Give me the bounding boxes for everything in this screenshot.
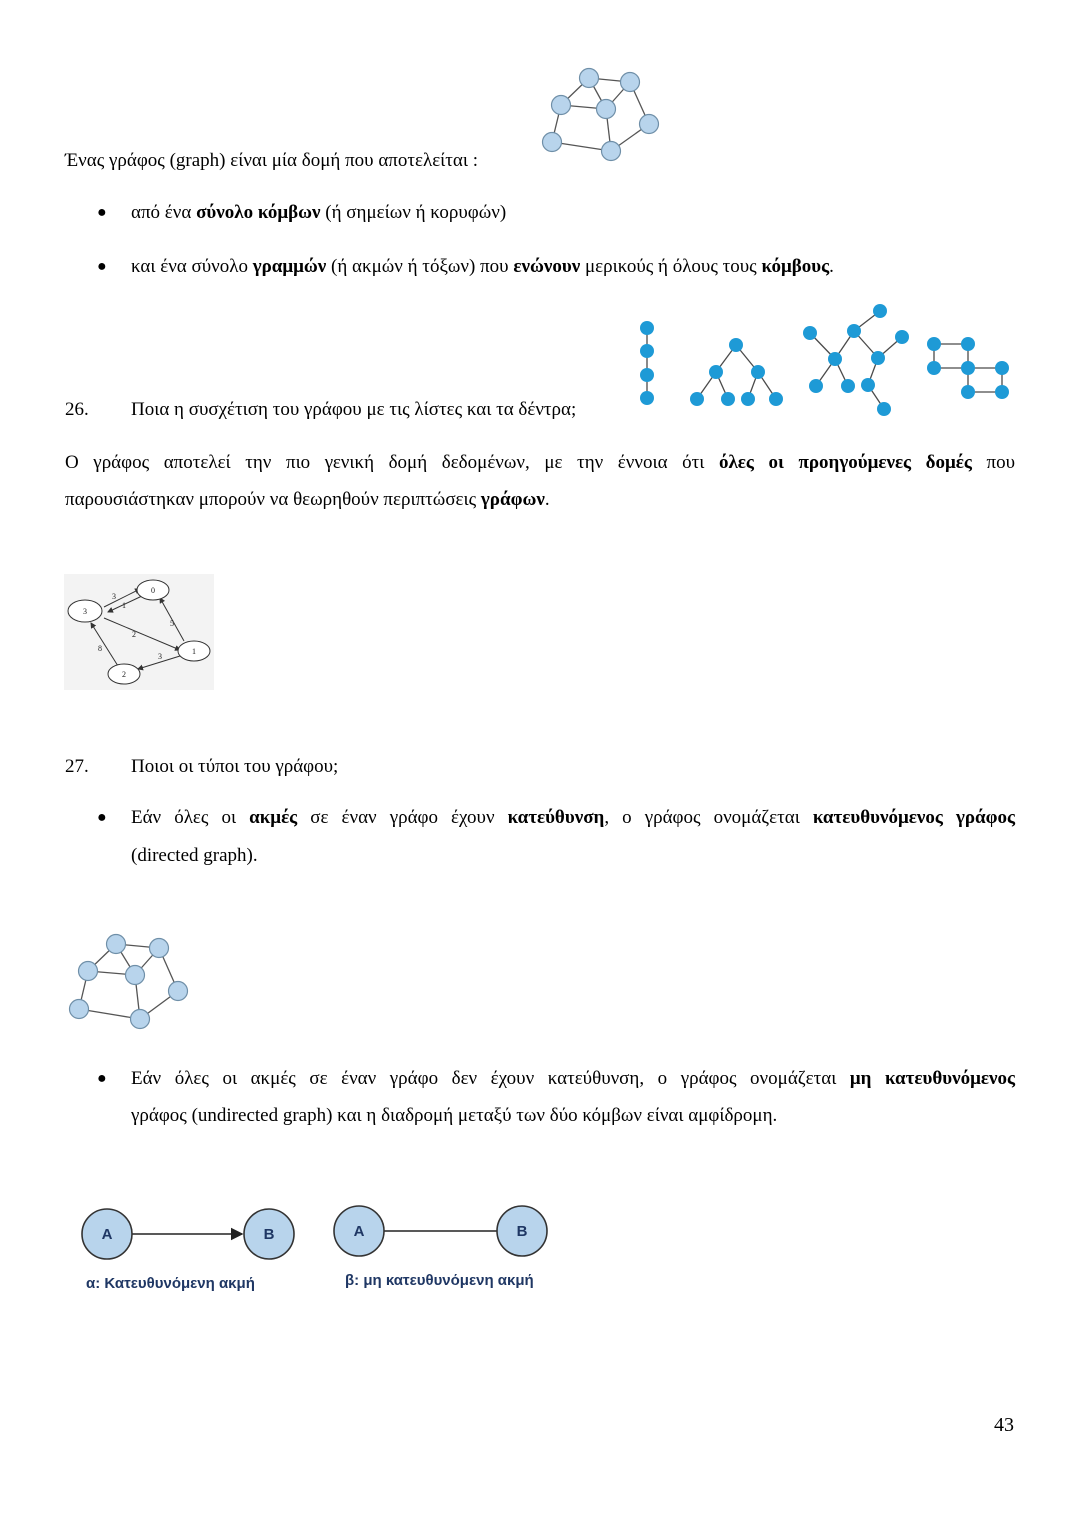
bullet-dot: ● (97, 809, 107, 826)
edge-weight: 3 (158, 652, 162, 661)
weighted-graph-illustration (64, 574, 214, 690)
node-b-label: B (263, 1226, 275, 1243)
node-a-label: A (353, 1223, 365, 1240)
page-number: 43 (994, 1414, 1014, 1436)
node-b-label: B (516, 1223, 528, 1240)
question-27-text: Ποιοι οι τύποι του γράφου; (131, 756, 339, 777)
bullet-dot: ● (97, 1070, 107, 1087)
node-label: 1 (192, 647, 196, 656)
directed-edge-caption: α: Κατευθυνόμενη ακμή (86, 1275, 255, 1292)
bullet-edge-set: και ένα σύνολο γραμμών (ή ακμών ή τόξων) που ενώνουν μερικούς ή όλους τους κόμβους. (131, 256, 834, 277)
answer-26-line-1: Ο γράφος αποτελεί την πιο γενική δομή δεδομένων, με την έννοια ότι όλες οι προηγούμενες δομές που (65, 452, 1015, 473)
data-structures-illustration (630, 298, 1020, 423)
edge-weight: 8 (98, 644, 102, 653)
bullet-node-set: από ένα σύνολο κόμβων (ή σημείων ή κορυφών) (131, 202, 507, 223)
intro-text: Ένας γράφος (graph) είναι μία δομή που αποτελείται : (65, 150, 479, 171)
answer-26-line-2: παρουσιάστηκαν μπορούν να θεωρηθούν περιπτώσεις γράφων. (65, 489, 550, 510)
edge-weight: 1 (122, 601, 126, 610)
bullet-undirected-line-2: γράφος (undirected graph) και η διαδρομή μεταξύ των δύο κόμβων είναι αμφίδρομη. (131, 1105, 778, 1126)
question-26-text: Ποια η συσχέτιση του γράφου με τις λίστες και τα δέντρα; (131, 399, 577, 420)
edge-weight: 3 (112, 592, 116, 601)
bullet-dot: ● (97, 204, 107, 221)
node-label: 0 (151, 586, 155, 595)
bullet-directed-line-2: (directed graph). (131, 845, 258, 866)
bullet-directed-line-1: Εάν όλες οι ακμές σε έναν γράφο έχουν κατεύθυνση, ο γράφος ονομάζεται κατευθυνόμενος γράφος (131, 807, 1015, 828)
node-label: 2 (122, 670, 126, 679)
question-27-number: 27. (65, 756, 89, 777)
graph-illustration-top (535, 62, 665, 167)
bullet-dot: ● (97, 258, 107, 275)
bullet-undirected-line-1: Εάν όλες οι ακμές σε έναν γράφο δεν έχουν κατεύθυνση, ο γράφος ονομάζεται μη κατευθυνόμενος (131, 1068, 1015, 1089)
node-label: 3 (83, 607, 87, 616)
edge-weight: 2 (132, 630, 136, 639)
edge-weight: 5 (170, 619, 174, 628)
node-a-label: A (101, 1226, 113, 1243)
graph-illustration-middle (62, 928, 194, 1034)
undirected-edge-caption: β: μη κατευθυνόμενη ακμή (345, 1272, 534, 1289)
question-26-number: 26. (65, 399, 89, 420)
edge-types-illustration (75, 1200, 555, 1270)
